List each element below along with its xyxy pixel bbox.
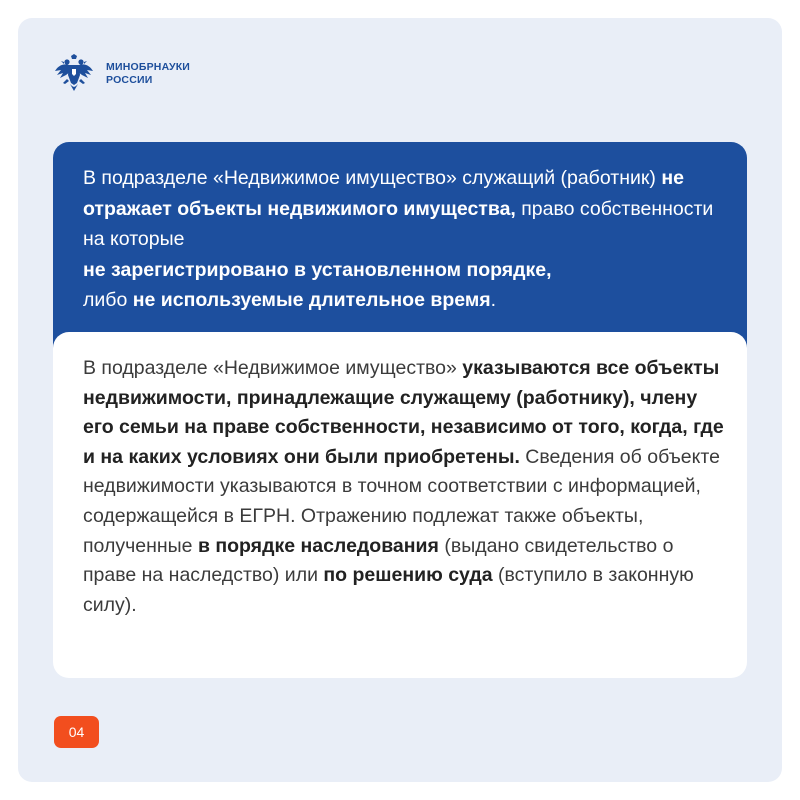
text-segment-bold: не используемые длительное время xyxy=(132,289,491,311)
text-segment-bold: в порядке наследования xyxy=(197,534,439,557)
content-card xyxy=(53,332,747,678)
highlight-card-text xyxy=(83,163,723,316)
text-segment: (выдано свидетельство о праве на наследство) или xyxy=(83,534,674,587)
text-segment: В подразделе «Недвижимое имущество» служащий (работник) xyxy=(83,167,662,189)
page-number-badge: 04 xyxy=(54,716,99,748)
text-segment: либо xyxy=(83,289,133,311)
logo-line-2: РОССИИ xyxy=(106,74,153,86)
logo-text xyxy=(106,61,190,87)
text-segment-bold: не отражает объекты недвижимого имущества, xyxy=(83,167,684,220)
text-segment: . xyxy=(490,289,497,311)
text-segment: право собственности на которые xyxy=(83,197,714,250)
ministry-logo xyxy=(53,53,190,95)
logo-line-1: МИНОБРНАУКИ xyxy=(106,61,191,73)
text-segment: (вступило в законную силу). xyxy=(83,564,694,616)
text-segment-bold: не зарегистрировано в установленном порядке, xyxy=(83,258,552,281)
text-segment: Сведения об объекте недвижимости указываются в точном соответствии с информацией, содержащейся в ЕГРН. Отражению подлежат также объекты, полученные xyxy=(83,445,720,557)
slide-frame xyxy=(18,18,782,782)
text-segment: В подразделе «Недвижимое имущество» xyxy=(83,357,463,379)
text-segment-bold: по решению суда xyxy=(323,564,493,587)
text-segment-bold: указываются все объекты недвижимости, принадлежащие служащему (работнику), члену его семьи на праве собственности, независимо от того, когда, где и на каких условиях они были приобретены. xyxy=(83,357,724,468)
double-headed-eagle-emblem-icon xyxy=(53,53,95,95)
content-card-text xyxy=(83,354,728,620)
